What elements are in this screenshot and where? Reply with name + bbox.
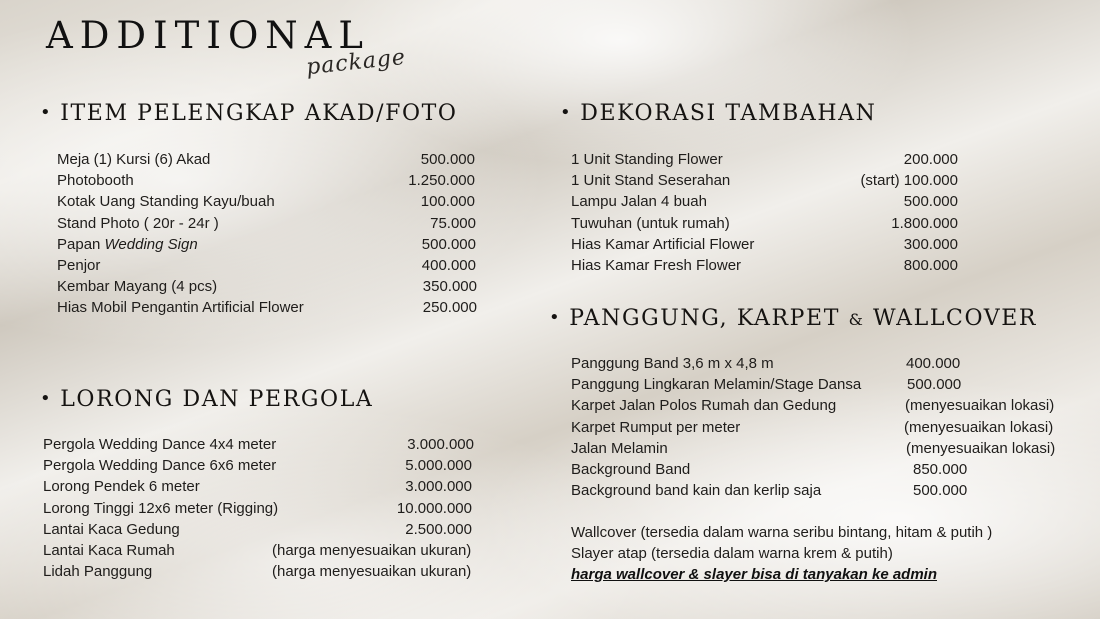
slayer-note: Slayer atap (tersedia dalam warna krem & putih) (571, 545, 893, 562)
list-item: Hias Kamar Fresh Flower 800.000 (571, 256, 958, 274)
list-item: Photobooth 1.250.000 (57, 172, 475, 190)
list-item: Lorong Tinggi 12x6 meter (Rigging) 10.000.000 (43, 499, 472, 517)
list-item: 1 Unit Stand Seserahan (start) 100.000 (571, 172, 958, 190)
list-item: Lantai Kaca Gedung 2.500.000 (43, 520, 472, 538)
item-pelengkap-list (57, 149, 477, 319)
list-item: Background band kain dan kerlip saja 500.000 (571, 482, 968, 500)
admin-contact-link[interactable]: harga wallcover & slayer bisa di tanyakan ke admin (571, 566, 937, 583)
section-heading-panggung: • PANGGUNG, KARPET & WALLCOVER (549, 306, 1038, 331)
page-title: ADDITIONAL (46, 14, 370, 57)
section-heading-item-pelengkap: • ITEM PELENGKAP AKAD/FOTO (40, 101, 458, 126)
bullet-icon: • (40, 102, 53, 123)
bullet-icon: • (549, 307, 562, 328)
list-item: Panggung Lingkaran Melamin/Stage Dansa 500.000 (571, 376, 962, 394)
dekorasi-tambahan-list (571, 149, 959, 276)
list-item: Panggung Band 3,6 m x 4,8 m 400.000 (571, 355, 961, 372)
list-item: Stand Photo ( 20r - 24r ) 75.000 (57, 214, 476, 232)
panggung-list (571, 353, 1071, 501)
list-item: Background Band 850.000 (571, 460, 968, 478)
list-item: Jalan Melamin (menyesuaikan lokasi) (571, 439, 1056, 457)
list-item: Karpet Rumput per meter (menyesuaikan lokasi) (571, 418, 1054, 436)
list-item: Papan Wedding Sign 500.000 (57, 235, 476, 253)
list-item: Hias Kamar Artificial Flower 300.000 (571, 235, 958, 253)
list-item: Kembar Mayang (4 pcs) 350.000 (57, 278, 477, 296)
list-item: Tuwuhan (untuk rumah) 1.800.000 (571, 214, 958, 232)
list-item: Lantai Kaca Rumah (harga menyesuaikan ukuran) (43, 541, 472, 559)
list-item: Hias Mobil Pengantin Artificial Flower 250.000 (57, 299, 477, 317)
list-item: Pergola Wedding Dance 6x6 meter 5.000.000 (43, 457, 472, 475)
section-heading-dekorasi-tambahan: • DEKORASI TAMBAHAN (560, 101, 877, 126)
list-item: Pergola Wedding Dance 4x4 meter 3.000.000 (43, 436, 474, 453)
list-item: Penjor 400.000 (57, 256, 476, 274)
list-item: Kotak Uang Standing Kayu/buah 100.000 (57, 193, 475, 211)
page-subtitle: package (304, 44, 408, 81)
list-item: 1 Unit Standing Flower 200.000 (571, 151, 958, 168)
list-item: Lampu Jalan 4 buah 500.000 (571, 193, 958, 211)
lorong-pergola-list (43, 434, 483, 582)
bullet-icon: • (560, 102, 573, 123)
list-item: Meja (1) Kursi (6) Akad 500.000 (57, 151, 475, 168)
list-item: Karpet Jalan Polos Rumah dan Gedung (menyesuaikan lokasi) (571, 397, 1055, 415)
wallcover-note: Wallcover (tersedia dalam warna seribu bintang, hitam & putih ) (571, 524, 993, 541)
list-item: Lorong Pendek 6 meter 3.000.000 (43, 478, 472, 496)
list-item: Lidah Panggung (harga menyesuaikan ukuran) (43, 563, 472, 581)
bullet-icon: • (40, 388, 53, 409)
section-heading-lorong-pergola: • LORONG DAN PERGOLA (40, 387, 374, 412)
